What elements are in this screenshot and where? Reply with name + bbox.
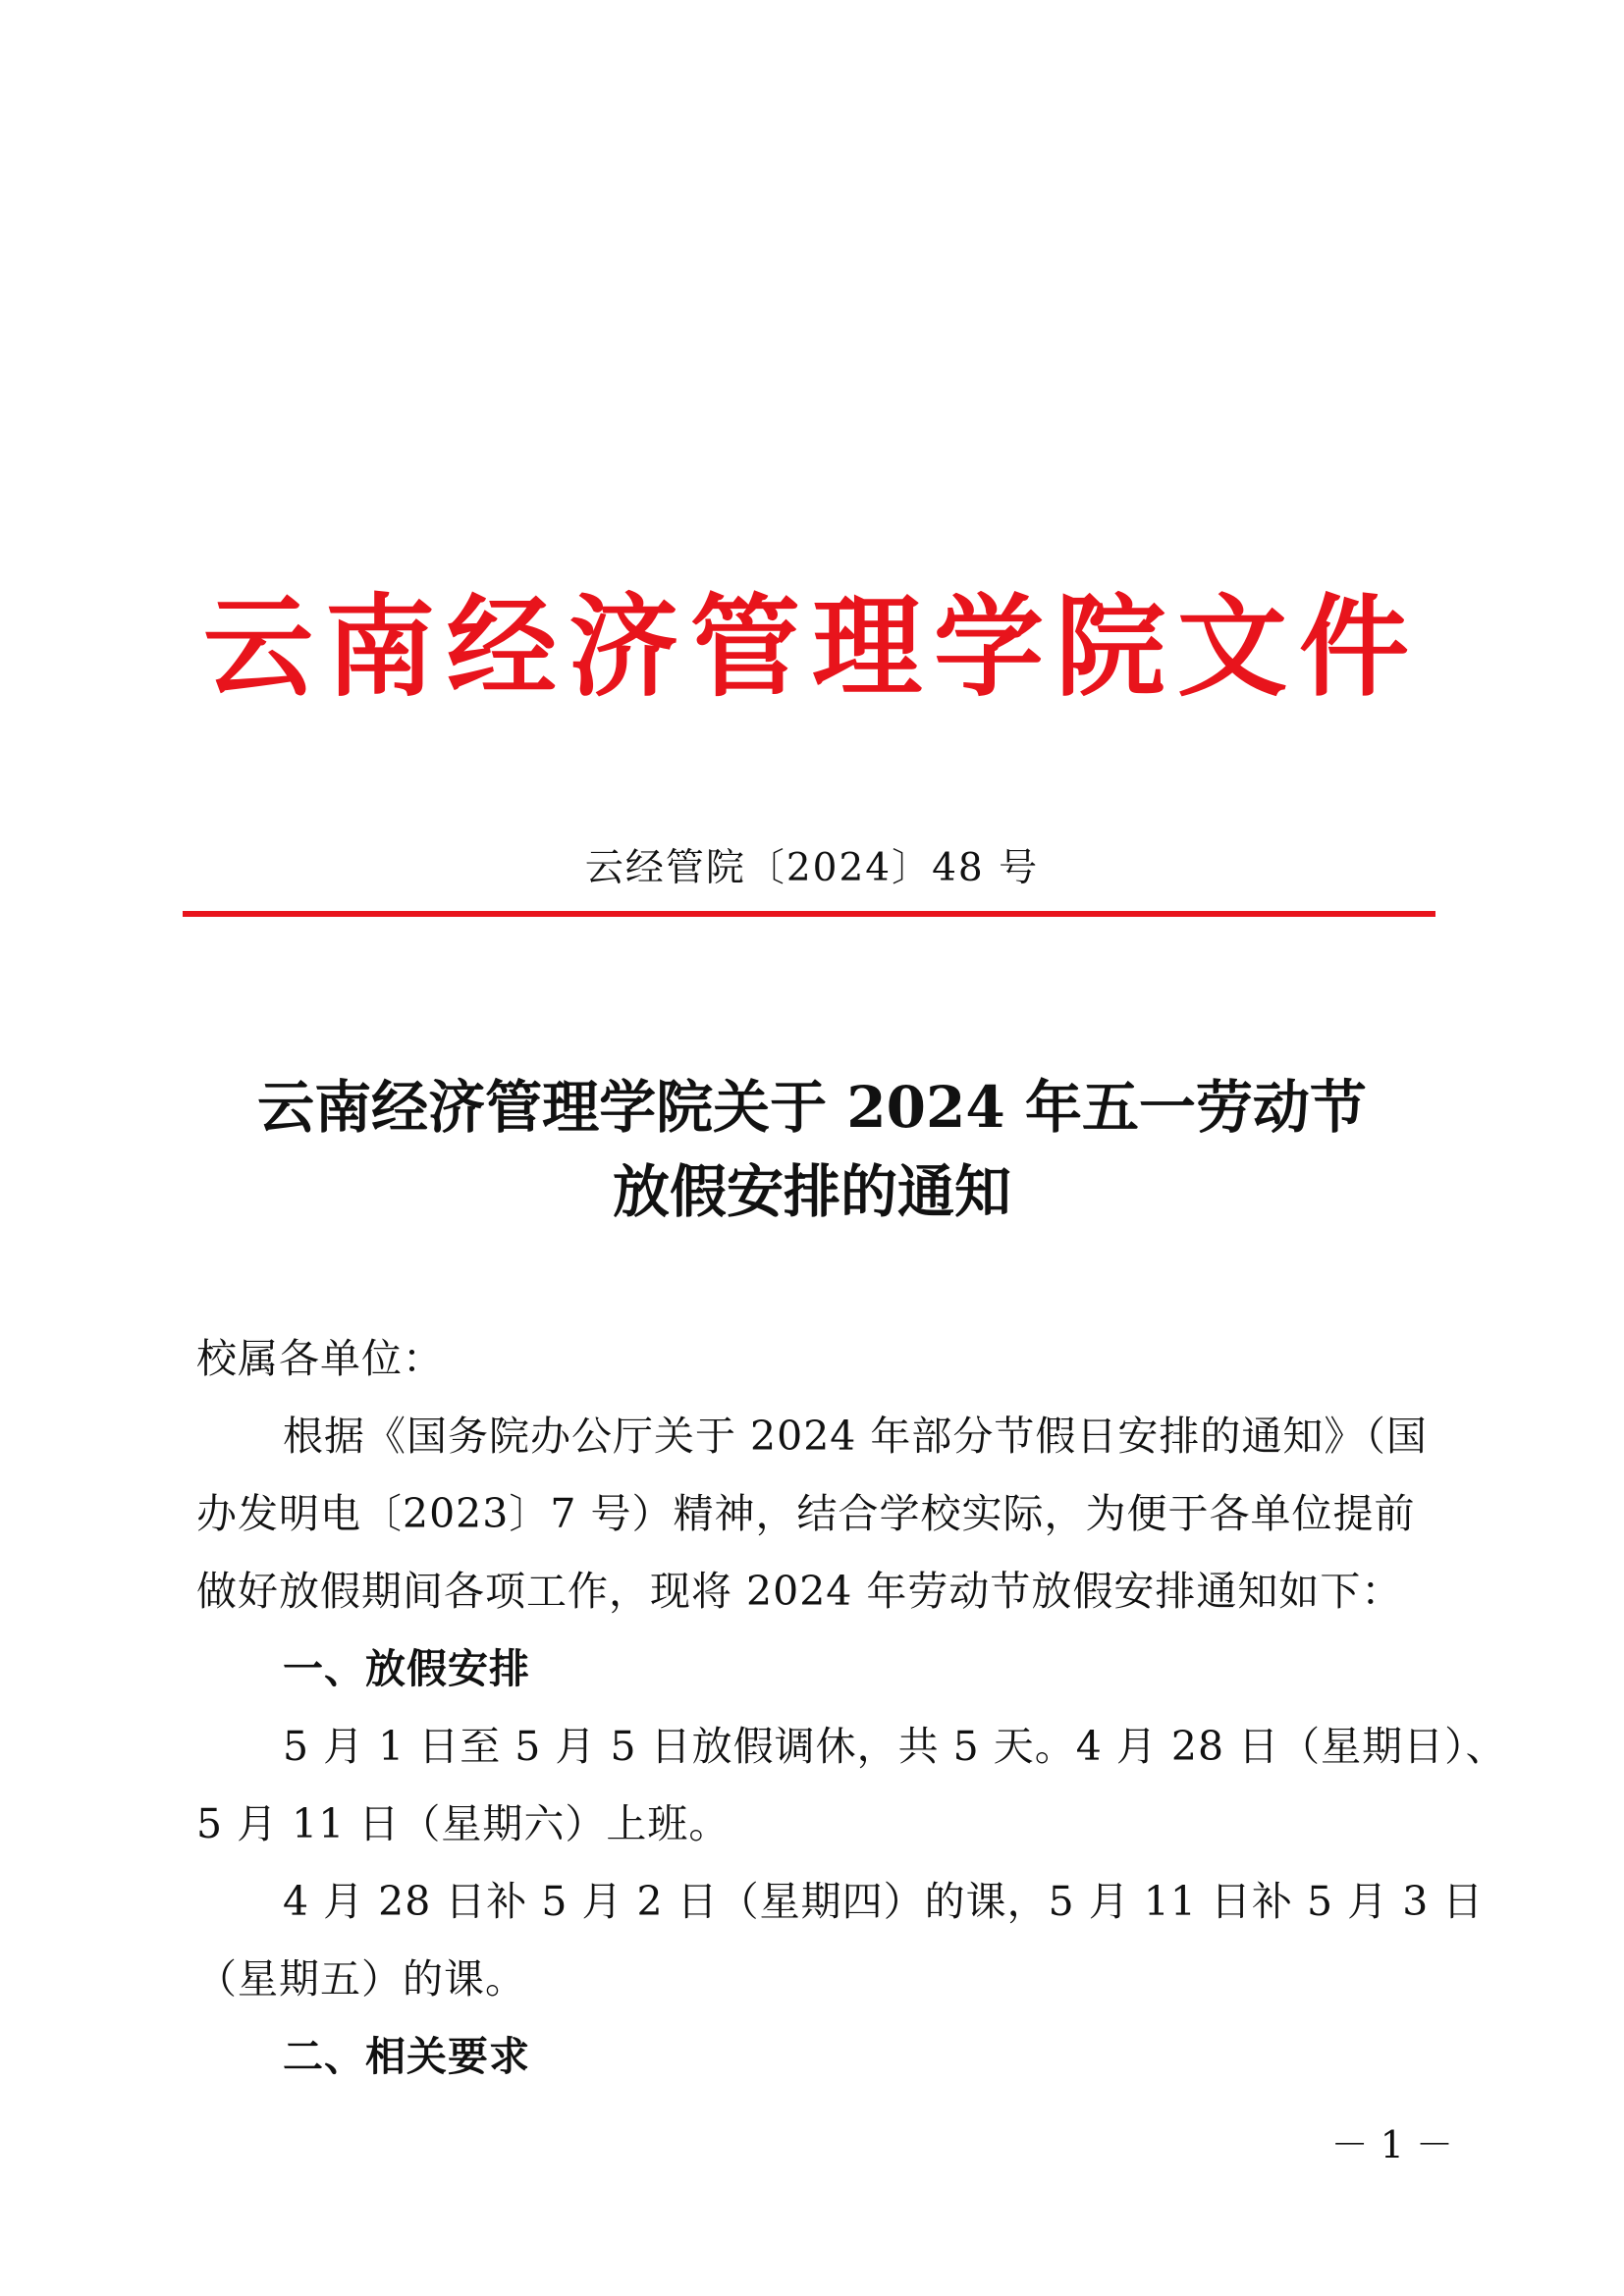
section1-paragraph-line: 5 月 11 日（星期六）上班。 [196, 1800, 731, 1847]
page-number: － 1 － [1330, 2123, 1453, 2166]
section1-paragraph-line: 4 月 28 日补 5 月 2 日（星期四）的课，5 月 11 日补 5 月 3 日 [283, 1878, 1485, 1925]
red-divider-line [183, 911, 1435, 917]
intro-line: 做好放假期间各项工作，现将 2024 年劳动节放假安排通知如下： [196, 1568, 1403, 1615]
salutation: 校属各单位： [196, 1335, 444, 1382]
notice-body [196, 1320, 1507, 2096]
section1-paragraph-line: （星期五）的课。 [196, 1955, 526, 2002]
notice-title-line-2: 放假安排的通知 [612, 1158, 1011, 1225]
intro-line: 根据《国务院办公厅关于 2024 年部分节假日安排的通知》（国 [283, 1413, 1428, 1460]
masthead-title: 云南经济管理学院文件 [203, 583, 1421, 712]
notice-title-line-1: 云南经济管理学院关于 2024 年五一劳动节 [257, 1074, 1367, 1141]
document-number: 云经管院〔2024〕48 号 [584, 846, 1040, 890]
section-heading-2: 二、相关要求 [283, 2033, 530, 2080]
intro-line: 办发明电〔2023〕7 号）精神，结合学校实际，为便于各单位提前 [196, 1490, 1416, 1537]
section1-paragraph-line: 5 月 1 日至 5 月 5 日放假调休，共 5 天。4 月 28 日（星期日）、 [283, 1723, 1507, 1770]
section-heading-1: 一、放假安排 [283, 1645, 530, 1692]
notice-title [147, 1065, 1477, 1234]
